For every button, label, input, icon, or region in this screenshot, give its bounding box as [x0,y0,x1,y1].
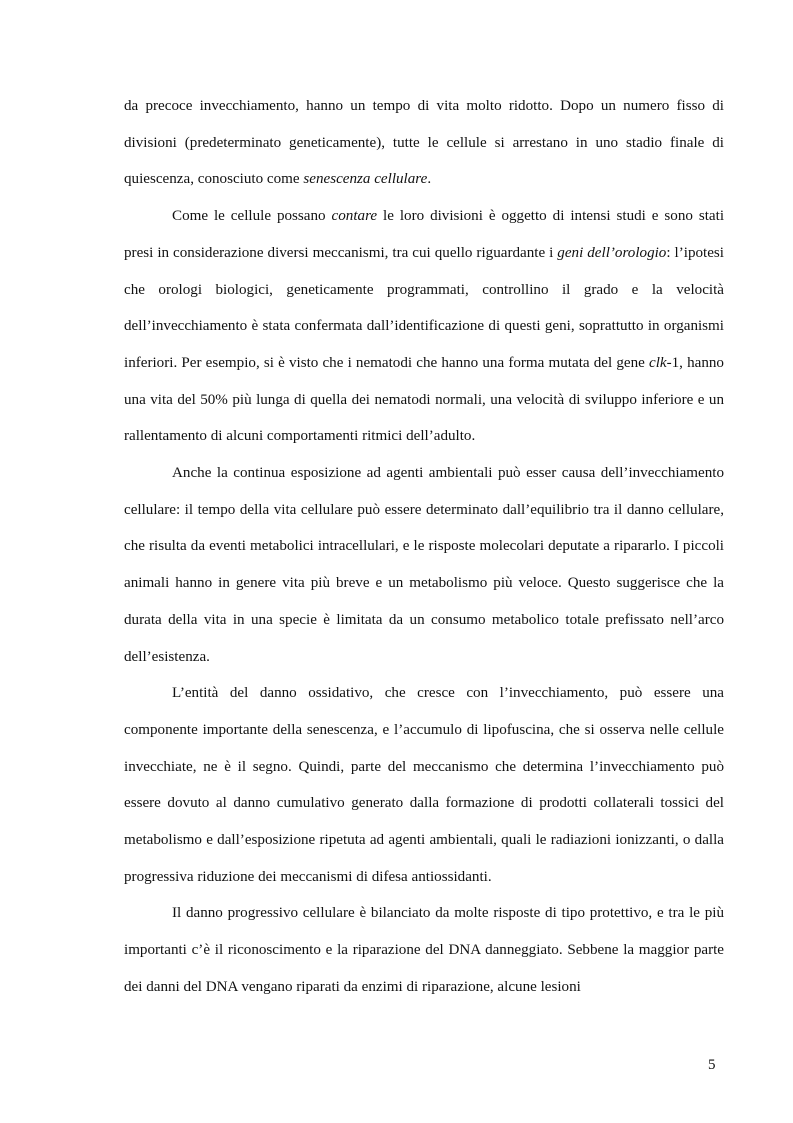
text-run: -1, hanno una vita del 50% più lunga di quella dei nematodi normali, una velocità di sviluppo inferiore e un rallentamento di alcuni comportamenti ritmici dell’adulto. [124,354,724,445]
text-run: . [427,171,432,188]
italic-text: geni dell’orologio [557,244,667,261]
body-text [124,88,724,1006]
text-run: : l’ipotesi che orologi biologici, geneticamente programmati, controllino il grado e la velocità dell’invecchiamento è stata confermata dall’identificazione di questi geni, soprattutto in organismi inferiori. Per esempio, si è visto che i nematodi che hanno una forma mutata del gene [124,244,724,371]
italic-text: clk [649,354,667,371]
paragraph [124,895,724,1005]
text-run: Come le cellule possano [172,208,332,225]
paragraph [124,88,724,198]
paragraph [124,198,724,455]
page-number: 5 [708,1057,716,1073]
text-run: Il danno progressivo cellulare è bilanciato da molte risposte di tipo protettivo, e tra le più importanti c’è il riconoscimento e la riparazione del DNA danneggiato. Sebbene la maggior parte dei danni del DNA vengano riparati da enzimi di riparazione, alcune lesioni [124,905,724,995]
italic-text: contare [331,208,378,225]
text-run: L’entità del danno ossidativo, che cresce con l’invecchiamento, può essere una componente importante della senescenza, e l’accumulo di lipofuscina, che si osserva nelle cellule invecchiate, ne è il segno. Quindi, parte del meccanismo che determina l’invecchiamento può essere dovuto al danno cumulativo generato dalla formazione di prodotti collaterali tossici del metabolismo e dall’esposizione ripetuta ad agenti ambientali, quali le radiazioni ionizzanti, o dalla progressiva riduzione dei meccanismi di difesa antiossidanti. [124,685,724,885]
text-run: da precoce invecchiamento, hanno un tempo di vita molto ridotto. Dopo un numero fisso di divisioni (predeterminato geneticamente), tutte le cellule si arrestano in uno stadio finale di quiescenza, conosciuto come [124,98,724,188]
text-run: le loro divisioni è oggetto di intensi studi e sono stati presi in considerazione diversi meccanismi, tra cui quello riguardante i [124,208,725,261]
paragraph [124,675,724,895]
italic-text: senescenza cellulare [303,171,428,188]
paragraph [124,455,724,675]
text-run: Anche la continua esposizione ad agenti ambientali può esser causa dell’invecchiamento cellulare: il tempo della vita cellulare può essere determinato dall’equilibrio tra il danno cellulare, che risulta da eventi metabolici intracellulari, e le risposte molecolari deputate a ripararlo. I piccoli animali hanno in genere vita più breve e un metabolismo più veloce. Questo suggerisce che la durata della vita in una specie è limitata da un consumo metabolico totale prefissato nell’arco dell’esistenza. [124,465,724,665]
